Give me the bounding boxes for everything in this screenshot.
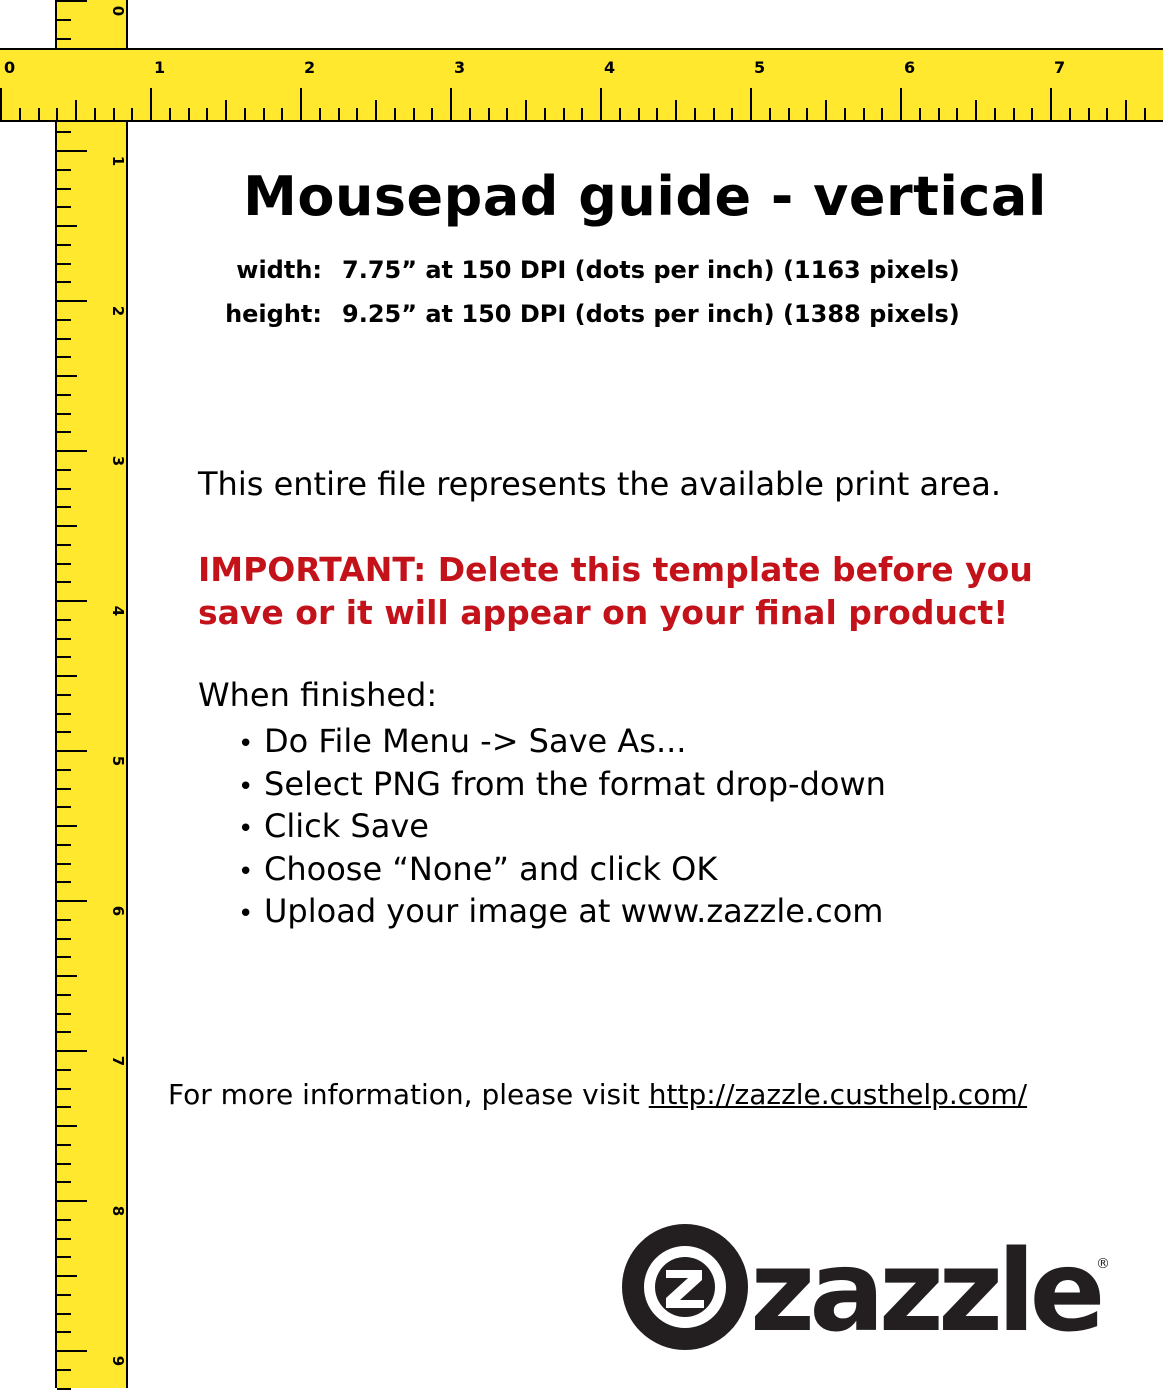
step-text: Click Save — [264, 807, 429, 845]
ruler-tick — [150, 88, 152, 120]
ruler-tick — [57, 769, 71, 771]
ruler-tick — [938, 108, 940, 120]
ruler-tick — [825, 100, 827, 120]
ruler-tick — [0, 88, 2, 120]
ruler-tick — [1031, 108, 1033, 120]
finished-heading: When finished: — [198, 676, 438, 714]
ruler-tick — [57, 788, 71, 790]
ruler-tick — [57, 1275, 77, 1277]
ruler-tick — [1050, 88, 1052, 120]
ruler-tick — [1106, 108, 1108, 120]
ruler-tick — [338, 108, 340, 120]
ruler-tick — [57, 881, 71, 883]
ruler-tick — [375, 100, 377, 120]
ruler-tick — [57, 938, 71, 940]
ruler-tick — [1125, 100, 1127, 120]
ruler-tick — [57, 1200, 87, 1202]
vertical-ruler — [55, 0, 128, 1388]
ruler-tick — [1069, 108, 1071, 120]
ruler-tick — [57, 506, 71, 508]
ruler-tick — [300, 88, 302, 120]
ruler-tick — [57, 844, 71, 846]
ruler-tick — [769, 108, 771, 120]
ruler-tick — [57, 1294, 71, 1296]
ruler-tick — [75, 100, 77, 120]
bullet-icon: • — [238, 771, 254, 802]
list-item — [238, 763, 886, 806]
ruler-tick — [57, 1069, 71, 1071]
ruler-tick — [57, 375, 77, 377]
list-item — [238, 720, 886, 763]
ruler-tick — [206, 108, 208, 120]
ruler-tick — [844, 108, 846, 120]
ruler-tick — [544, 108, 546, 120]
ruler-tick — [57, 150, 87, 152]
important-line-2: save or it will appear on your final product! — [198, 593, 1009, 632]
ruler-tick — [57, 356, 71, 358]
ruler-tick — [131, 108, 133, 120]
ruler-tick — [57, 225, 77, 227]
ruler-tick — [57, 1088, 71, 1090]
ruler-tick — [431, 108, 433, 120]
step-text: Choose “None” and click OK — [264, 849, 718, 888]
ruler-tick — [57, 188, 71, 190]
list-item — [238, 805, 886, 848]
ruler-label: 9 — [109, 1355, 127, 1367]
ruler-label: 4 — [604, 58, 616, 77]
ruler-tick — [57, 675, 77, 677]
ruler-tick — [57, 1050, 87, 1052]
ruler-tick — [619, 108, 621, 120]
ruler-tick — [113, 108, 115, 120]
important-warning — [198, 548, 1118, 634]
ruler-tick — [188, 108, 190, 120]
ruler-tick — [57, 19, 71, 21]
ruler-tick — [57, 1031, 71, 1033]
ruler-label: 3 — [109, 455, 127, 467]
ruler-tick — [57, 394, 71, 396]
ruler-tick — [469, 108, 471, 120]
ruler-tick — [57, 713, 71, 715]
ruler-tick — [319, 108, 321, 120]
ruler-tick — [57, 488, 71, 490]
ruler-label: 2 — [304, 58, 316, 77]
ruler-tick — [57, 731, 71, 733]
ruler-tick — [600, 88, 602, 120]
ruler-tick — [57, 1331, 71, 1333]
ruler-tick — [1013, 108, 1015, 120]
ruler-tick — [57, 806, 71, 808]
ruler-tick — [57, 638, 71, 640]
ruler-tick — [450, 88, 452, 120]
ruler-tick — [57, 338, 71, 340]
ruler-label: 2 — [109, 305, 127, 317]
list-item — [238, 848, 886, 891]
ruler-tick — [57, 450, 87, 452]
ruler-tick — [57, 600, 87, 602]
ruler-label: 5 — [754, 58, 766, 77]
ruler-label: 1 — [109, 155, 127, 167]
bullet-icon: • — [238, 899, 254, 929]
ruler-tick — [675, 100, 677, 120]
zazzle-z-circle-icon — [633, 1235, 737, 1339]
ruler-tick — [225, 100, 227, 120]
ruler-tick — [57, 825, 77, 827]
print-area-text: This entire file represents the available print area. — [198, 465, 1001, 503]
ruler-tick — [57, 994, 71, 996]
ruler-tick — [57, 1181, 71, 1183]
ruler-tick — [57, 863, 71, 865]
ruler-label: 6 — [109, 905, 127, 917]
ruler-tick — [19, 108, 21, 120]
more-info — [168, 1078, 1027, 1111]
ruler-tick — [356, 108, 358, 120]
ruler-tick — [57, 131, 71, 133]
ruler-tick — [281, 108, 283, 120]
height-value: 9.25” at 150 DPI (dots per inch) (1388 pixels) — [342, 300, 960, 328]
zazzle-logo — [622, 1222, 1112, 1352]
ruler-tick — [57, 1238, 71, 1240]
ruler-tick — [57, 544, 71, 546]
ruler-tick — [57, 975, 77, 977]
ruler-tick — [694, 108, 696, 120]
ruler-tick — [57, 1163, 71, 1165]
ruler-tick — [57, 169, 71, 171]
ruler-tick — [57, 1350, 87, 1352]
logo-wordmark: zazzle — [750, 1227, 1100, 1352]
ruler-tick — [57, 0, 87, 2]
ruler-tick — [57, 244, 71, 246]
bullet-icon: • — [238, 729, 254, 759]
ruler-tick — [57, 431, 71, 433]
ruler-tick — [57, 525, 77, 527]
ruler-tick — [57, 1219, 71, 1221]
list-item — [238, 890, 886, 933]
ruler-tick — [750, 88, 752, 120]
ruler-tick — [506, 108, 508, 120]
ruler-label: 0 — [4, 58, 16, 77]
ruler-tick — [788, 108, 790, 120]
ruler-tick — [731, 108, 733, 120]
step-text: Upload your image at www.zazzle.com — [264, 892, 884, 930]
height-spec — [0, 300, 1163, 332]
ruler-tick — [57, 38, 71, 40]
page-title: Mousepad guide - vertical — [243, 165, 1047, 228]
ruler-tick — [94, 108, 96, 120]
ruler-tick — [1088, 108, 1090, 120]
ruler-tick — [57, 694, 71, 696]
ruler-tick — [57, 581, 71, 583]
ruler-tick — [525, 100, 527, 120]
ruler-tick — [413, 108, 415, 120]
ruler-tick — [57, 1106, 71, 1108]
registered-mark: ® — [1096, 1256, 1110, 1272]
width-spec — [0, 256, 1163, 288]
ruler-tick — [488, 108, 490, 120]
ruler-tick — [713, 108, 715, 120]
ruler-tick — [244, 108, 246, 120]
ruler-tick — [994, 108, 996, 120]
ruler-tick — [975, 100, 977, 120]
ruler-tick — [57, 1313, 71, 1315]
ruler-label: 3 — [454, 58, 466, 77]
bullet-icon: • — [238, 814, 254, 844]
ruler-tick — [656, 108, 658, 120]
horizontal-ruler — [0, 48, 1163, 122]
steps-list — [238, 720, 886, 933]
ruler-tick — [1144, 108, 1146, 120]
ruler-tick — [263, 108, 265, 120]
width-label: width: — [236, 256, 322, 284]
ruler-tick — [57, 1013, 71, 1015]
more-info-text: For more information, please visit — [168, 1078, 649, 1111]
ruler-tick — [57, 469, 71, 471]
ruler-tick — [581, 108, 583, 120]
height-label: height: — [225, 300, 322, 328]
ruler-tick — [57, 656, 71, 658]
ruler-label: 1 — [154, 58, 166, 77]
ruler-tick — [57, 750, 87, 752]
ruler-label: 8 — [109, 1205, 127, 1217]
ruler-label: 0 — [109, 5, 127, 17]
ruler-tick — [38, 108, 40, 120]
ruler-tick — [394, 108, 396, 120]
ruler-tick — [56, 108, 58, 120]
ruler-tick — [900, 88, 902, 120]
ruler-tick — [57, 413, 71, 415]
ruler-tick — [57, 1125, 77, 1127]
ruler-tick — [57, 206, 71, 208]
ruler-label: 7 — [109, 1055, 127, 1067]
ruler-tick — [169, 108, 171, 120]
ruler-tick — [57, 619, 71, 621]
ruler-tick — [919, 108, 921, 120]
ruler-tick — [863, 108, 865, 120]
width-value: 7.75” at 150 DPI (dots per inch) (1163 pixels) — [342, 256, 960, 284]
ruler-label: 4 — [109, 605, 127, 617]
ruler-tick — [57, 1256, 71, 1258]
ruler-tick — [57, 900, 87, 902]
ruler-tick — [638, 108, 640, 120]
bullet-icon: • — [238, 856, 254, 887]
ruler-tick — [563, 108, 565, 120]
help-link[interactable]: http://zazzle.custhelp.com/ — [648, 1078, 1028, 1111]
important-line-1: IMPORTANT: Delete this template before you — [198, 550, 1033, 589]
step-text: Select PNG from the format drop-down — [264, 764, 886, 803]
ruler-label: 5 — [109, 755, 127, 767]
ruler-tick — [57, 1144, 71, 1146]
step-text: Do File Menu -> Save As... — [264, 722, 687, 760]
ruler-tick — [806, 108, 808, 120]
ruler-tick — [57, 956, 71, 958]
ruler-tick — [956, 108, 958, 120]
ruler-tick — [57, 563, 71, 565]
ruler-tick — [881, 108, 883, 120]
ruler-label: 7 — [1054, 58, 1066, 77]
ruler-label: 6 — [904, 58, 916, 77]
ruler-tick — [57, 1369, 71, 1371]
ruler-tick — [57, 919, 71, 921]
